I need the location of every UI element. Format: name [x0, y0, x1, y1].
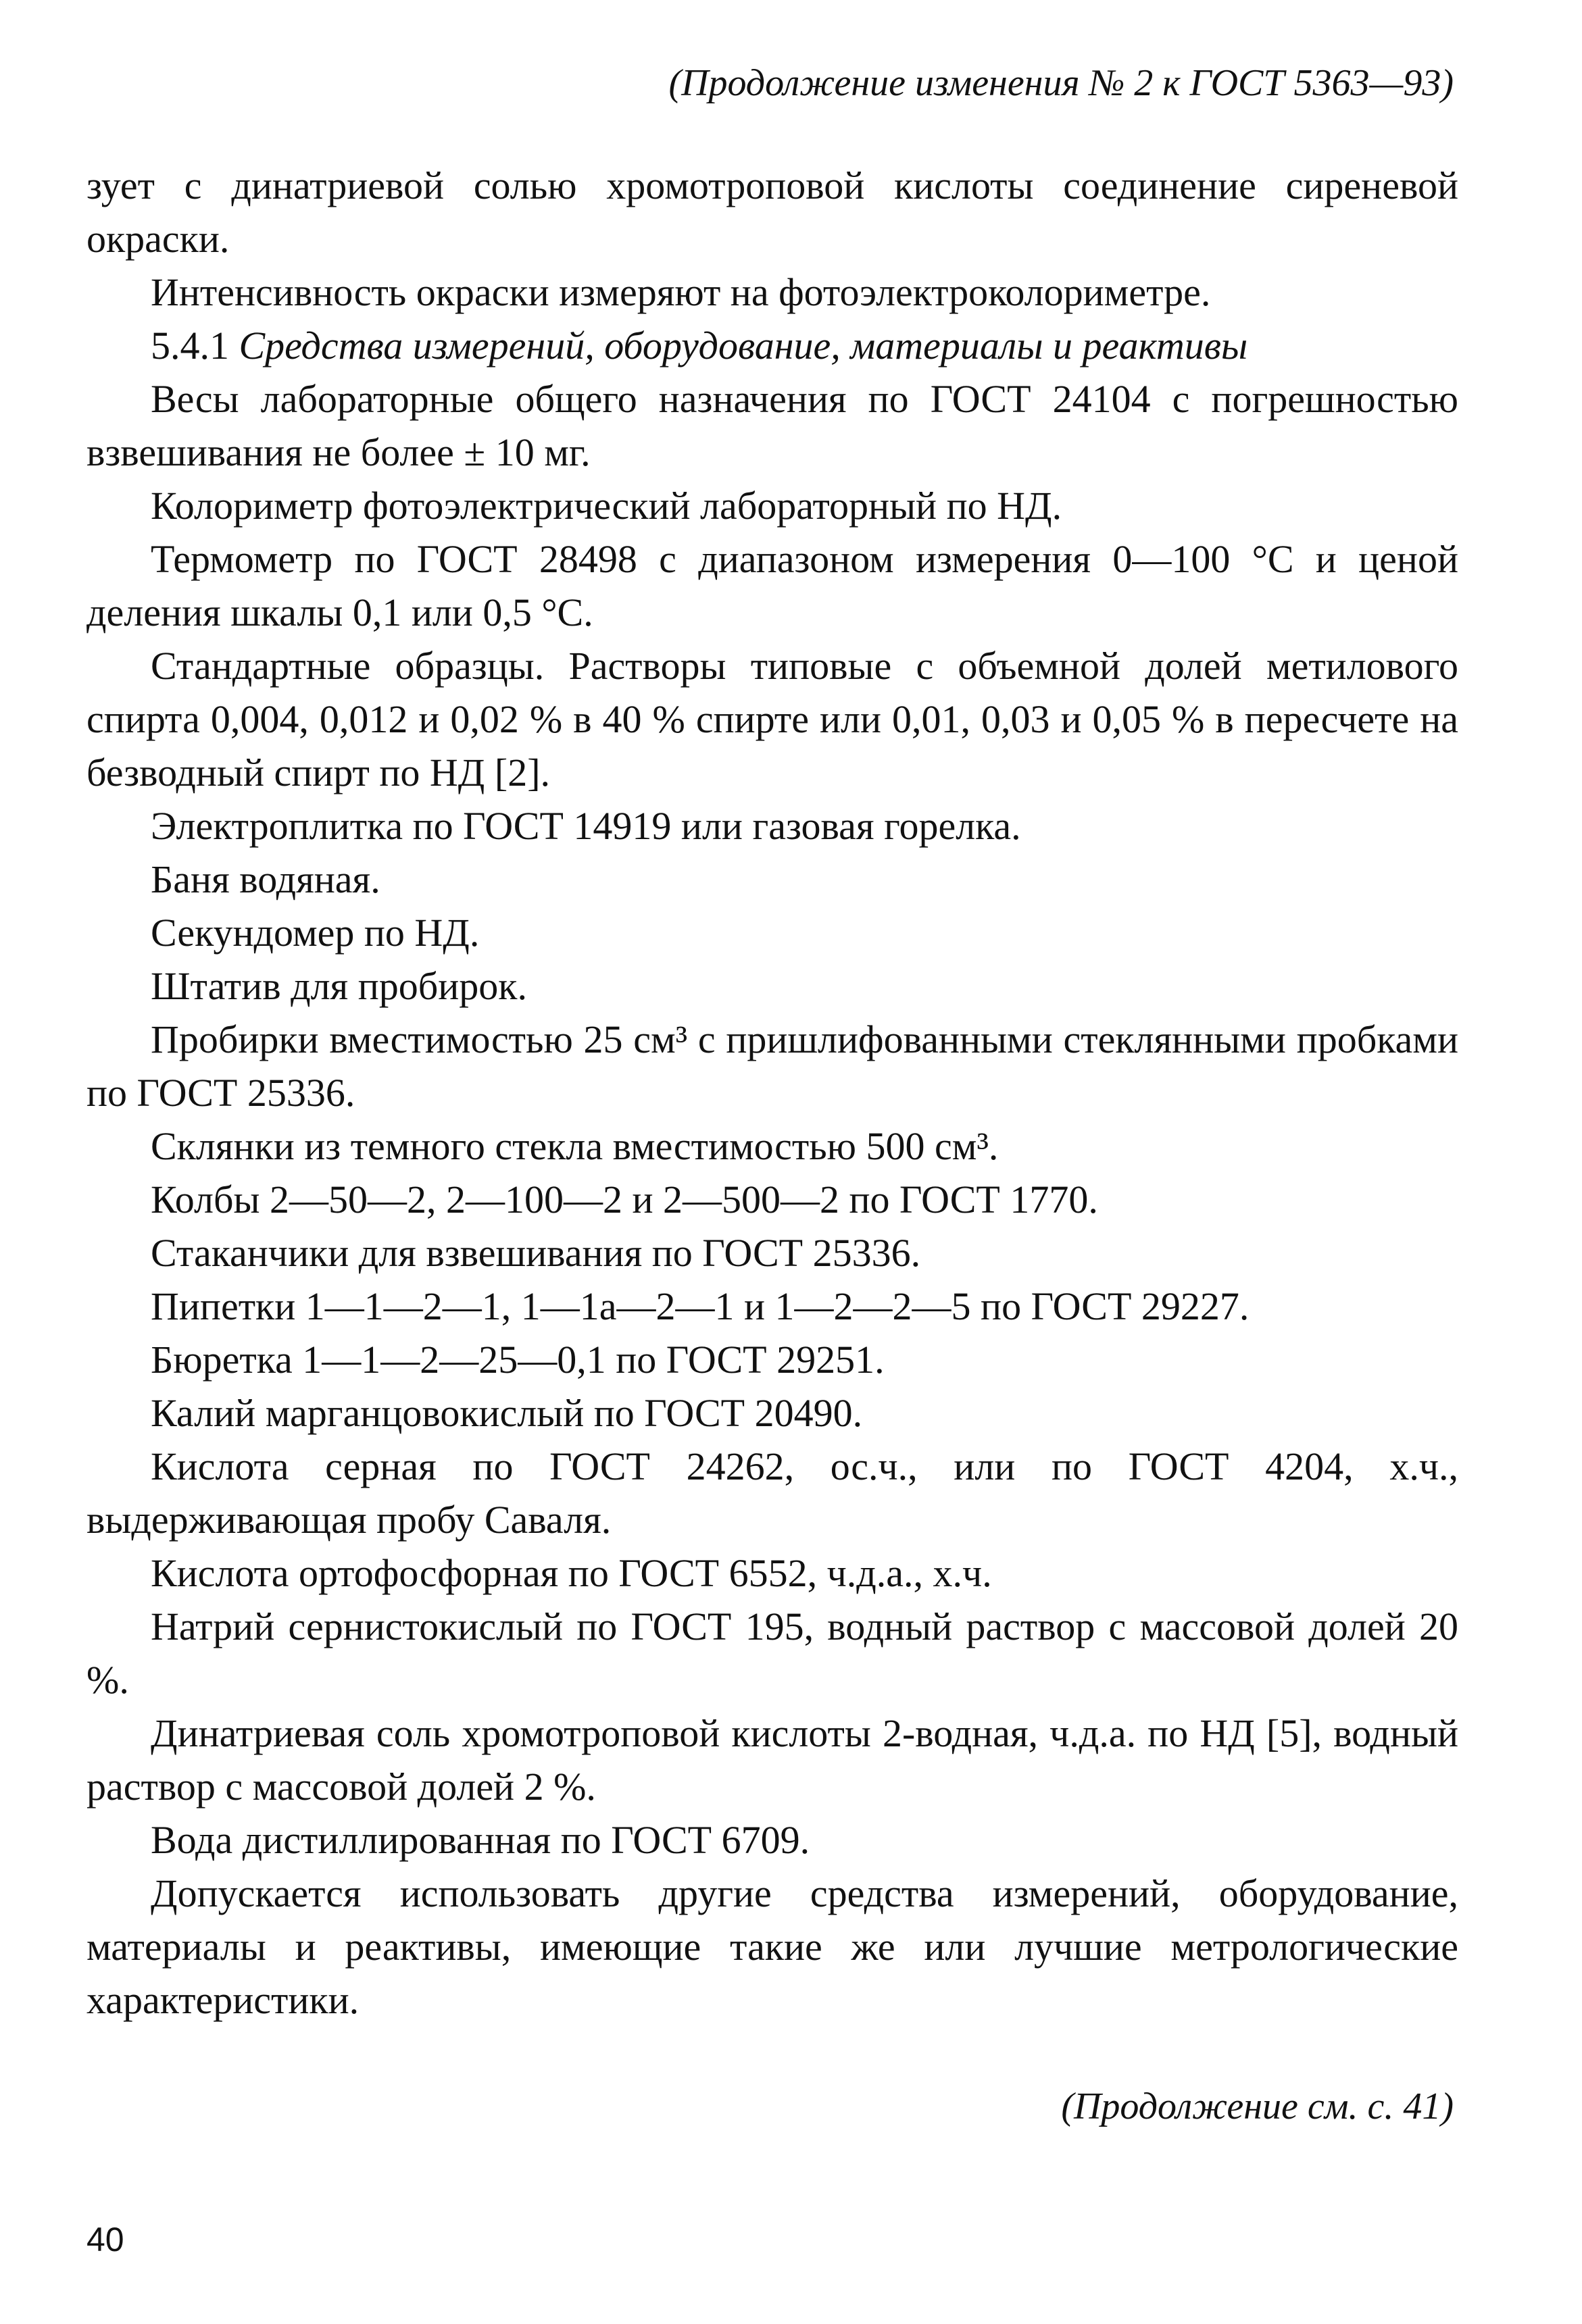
- running-header: (Продолжение изменения № 2 к ГОСТ 5363—93): [668, 62, 1454, 104]
- paragraph: Колбы 2—50—2, 2—100—2 и 2—500—2 по ГОСТ 1770.: [151, 1178, 1098, 1221]
- paragraph: Интенсивность окраски измеряют на фотоэлектроколориметре.: [151, 270, 1211, 314]
- section-number: 5.4.1: [151, 324, 229, 368]
- paragraph: Калий марганцовокислый по ГОСТ 20490.: [151, 1391, 863, 1435]
- paragraph: Пробирки вместимостью 25 см³ с пришлифованными стеклянными пробками по ГОСТ 25336.: [86, 1017, 1458, 1115]
- paragraph: Электроплитка по ГОСТ 14919 или газовая горелка.: [151, 804, 1021, 848]
- paragraph: Секундомер по НД.: [151, 911, 480, 955]
- paragraph: Термометр по ГОСТ 28498 с диапазоном измерения 0—100 °С и ценой деления шкалы 0,1 или 0,5 °С.: [86, 537, 1458, 634]
- paragraph: Стаканчики для взвешивания по ГОСТ 25336.: [151, 1231, 921, 1275]
- paragraph: Вода дистиллированная по ГОСТ 6709.: [151, 1818, 810, 1862]
- section-heading: [86, 319, 1458, 372]
- page-number: 40: [86, 2221, 124, 2258]
- continued-paragraph: зует с динатриевой солью хромотроповой кислоты соединение сиреневой окраски.: [86, 163, 1458, 261]
- paragraph: Кислота серная по ГОСТ 24262, ос.ч., или по ГОСТ 4204, х.ч., выдерживающая пробу Саваля.: [86, 1444, 1458, 1542]
- paragraph: Колориметр фотоэлектрический лабораторный по НД.: [151, 484, 1062, 528]
- paragraph: Кислота ортофосфорная по ГОСТ 6552, ч.д.а., х.ч.: [151, 1551, 992, 1595]
- paragraph: Стандартные образцы. Растворы типовые с объемной долей метилового спирта 0,004, 0,012 и 0,02 % в 40 % спирте или 0,01, 0,03 и 0,05 % в пересчете на безводный спирт по НД [2].: [86, 644, 1458, 794]
- paragraph: Пипетки 1—1—2—1, 1—1а—2—1 и 1—2—2—5 по ГОСТ 29227.: [151, 1284, 1250, 1328]
- paragraph: Баня водяная.: [151, 857, 380, 901]
- section-title: Средства измерений, оборудование, материалы и реактивы: [239, 324, 1248, 368]
- paragraph: Склянки из темного стекла вместимостью 500 см³.: [151, 1124, 999, 1168]
- paragraph: Бюретка 1—1—2—25—0,1 по ГОСТ 29251.: [151, 1338, 885, 1382]
- paragraph: Штатив для пробирок.: [151, 964, 527, 1008]
- paragraph: Натрий сернистокислый по ГОСТ 195, водный раствор с массовой долей 20 %.: [86, 1605, 1458, 1702]
- paragraph: Динатриевая соль хромотроповой кислоты 2-водная, ч.д.а. по НД [5], водный раствор с массовой долей 2 %.: [86, 1711, 1458, 1809]
- body-text: [86, 159, 1458, 2027]
- paragraph: Допускается использовать другие средства измерений, оборудование, материалы и реактивы, имеющие такие же или лучшие метрологические характеристики.: [86, 1871, 1458, 2022]
- paragraph: Весы лабораторные общего назначения по ГОСТ 24104 с погрешностью взвешивания не более ± 10 мг.: [86, 377, 1458, 474]
- continuation-note: (Продолжение см. с. 41): [1061, 2086, 1454, 2127]
